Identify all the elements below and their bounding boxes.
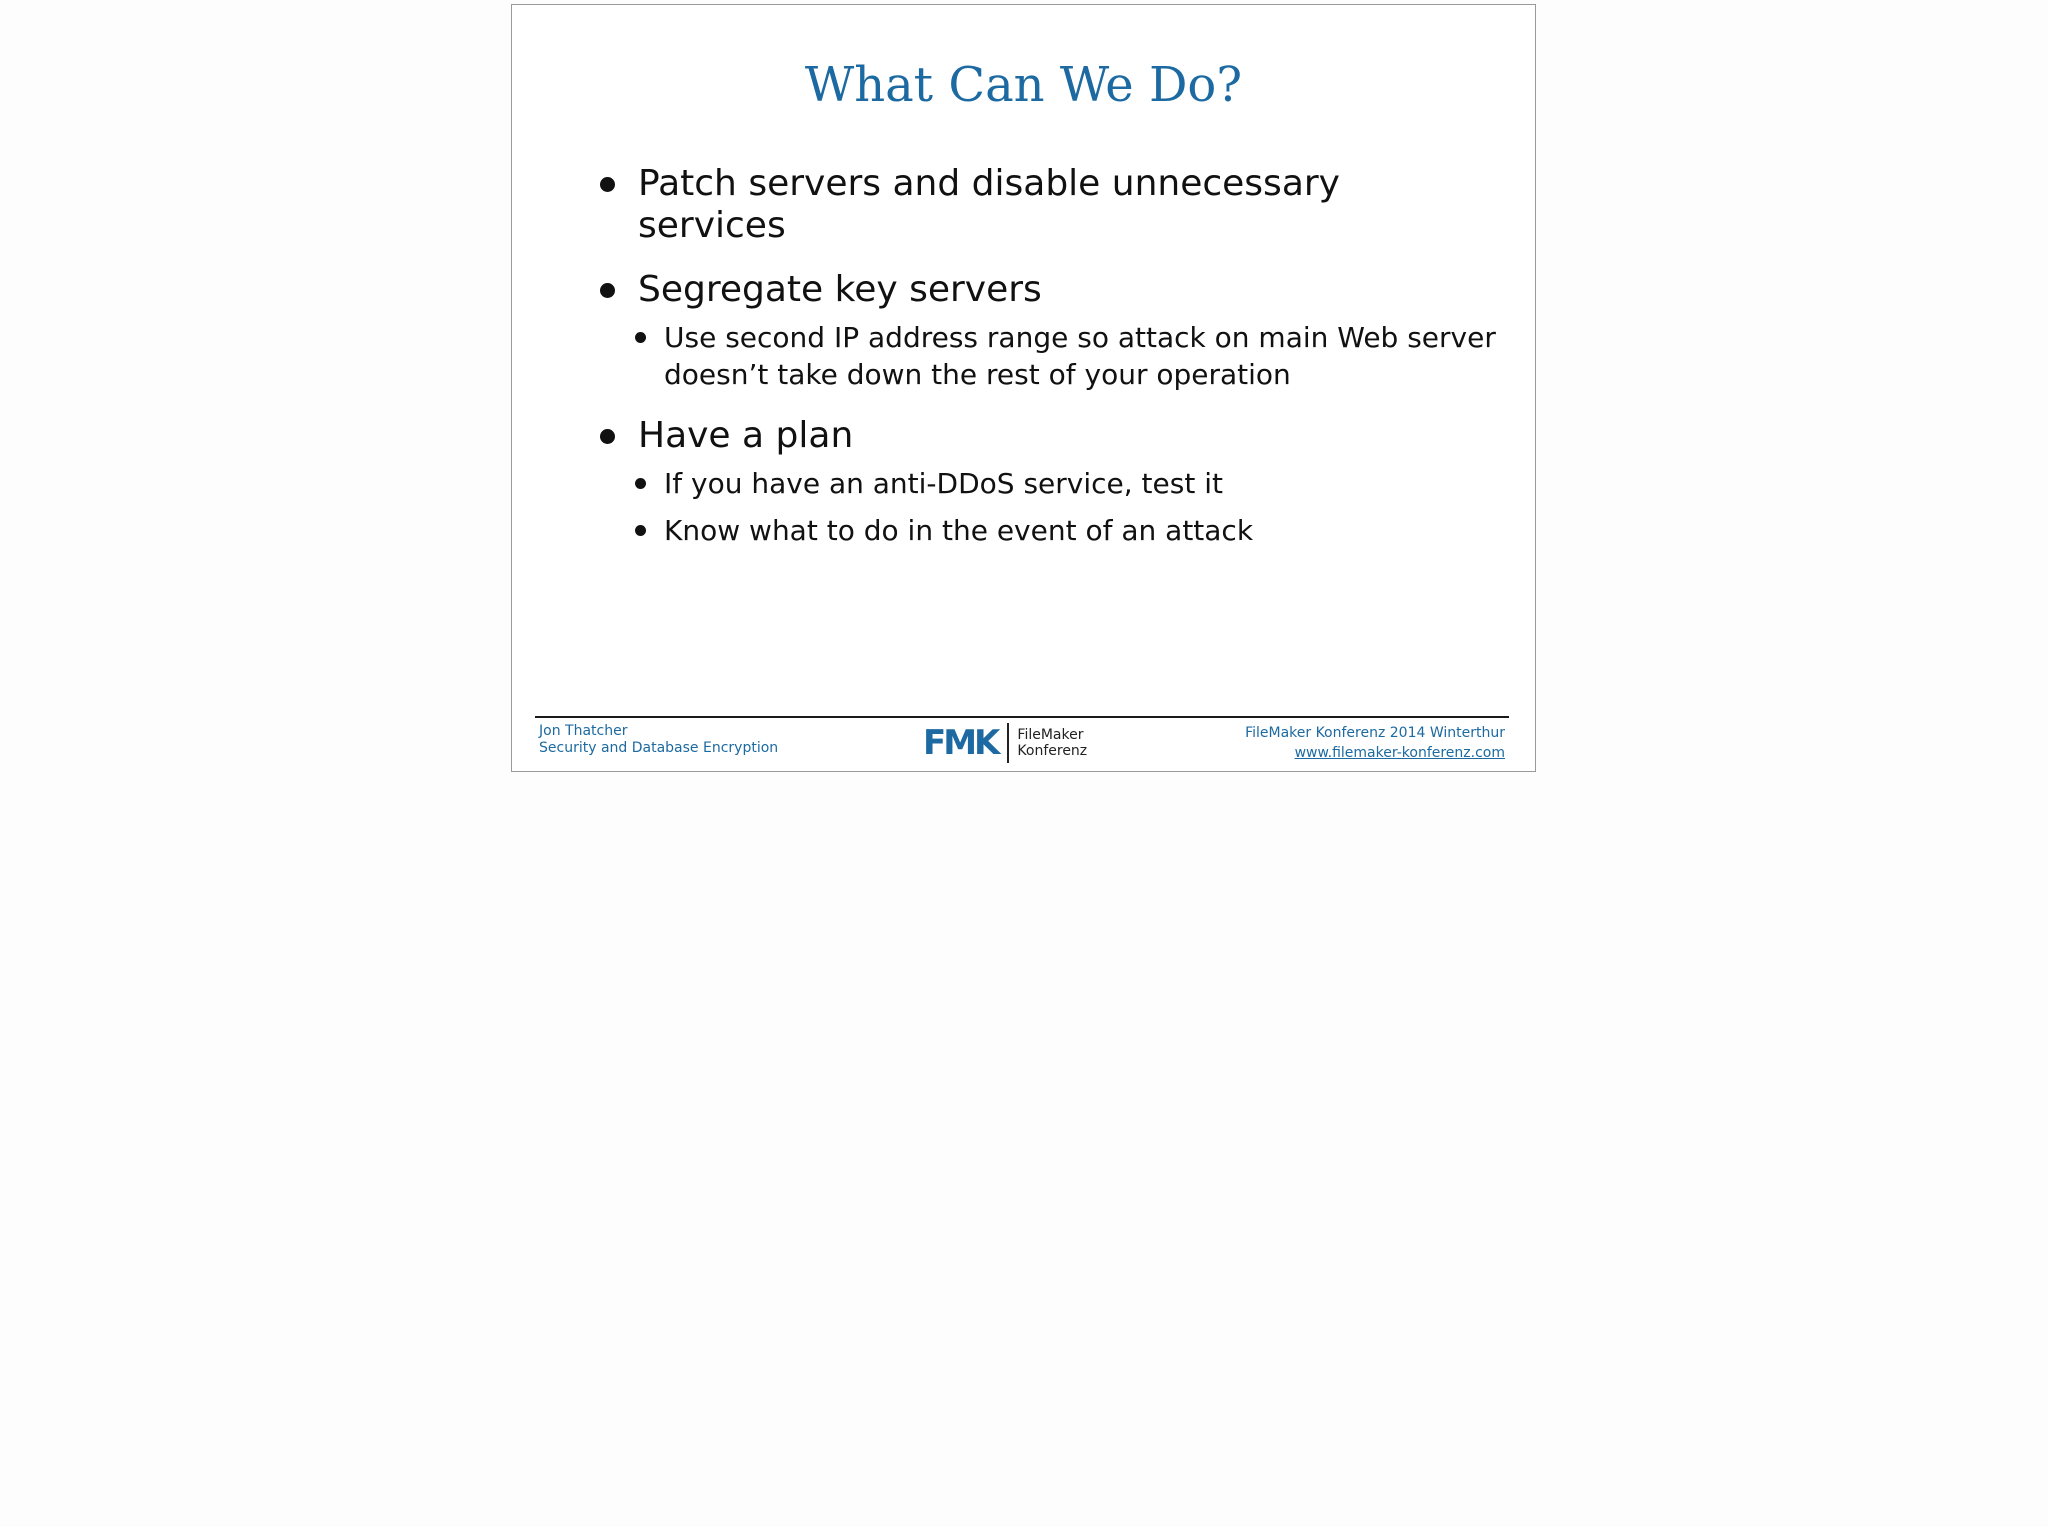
logo-line-1: FileMaker	[1017, 727, 1084, 743]
bullet-item	[598, 163, 1498, 247]
slide	[511, 4, 1536, 772]
footer-author: Jon Thatcher	[539, 723, 628, 739]
bullet-dot-icon	[600, 283, 615, 298]
footer-event: FileMaker Konferenz 2014 Winterthur	[1245, 725, 1505, 741]
logo-divider	[1007, 723, 1009, 763]
sub-bullet-text: Use second IP address range so attack on main Web server doesn’t take down the rest of your operation	[664, 321, 1496, 391]
sub-bullet-item	[598, 465, 1498, 502]
bullet-text: Have a plan	[638, 415, 854, 456]
logo-text	[1017, 727, 1087, 759]
bullet-dot-icon	[600, 177, 615, 192]
logo-line-2: Konferenz	[1017, 743, 1088, 759]
sub-bullet-text: If you have an anti-DDoS service, test it	[664, 467, 1223, 500]
footer-talk-title: Security and Database Encryption	[539, 740, 779, 756]
sub-bullet-item	[598, 319, 1498, 393]
footer-right	[1245, 723, 1505, 763]
slide-title: What Can We Do?	[804, 57, 1243, 113]
footer-divider	[535, 716, 1509, 718]
bullet-dot-icon	[600, 429, 615, 444]
sub-bullet-text: Know what to do in the event of an attack	[664, 514, 1254, 547]
footer-url-link[interactable]: www.filemaker-konferenz.com	[1294, 745, 1505, 761]
footer-left	[539, 723, 778, 757]
bullet-item	[598, 415, 1498, 549]
bullet-text: Segregate key servers	[638, 269, 1042, 310]
sub-bullet-list	[638, 319, 1498, 393]
bullet-list	[598, 163, 1498, 571]
sub-bullet-list	[638, 465, 1498, 549]
sub-bullet-dot-icon	[635, 332, 646, 343]
bullet-text: Patch servers and disable unnecessary services	[638, 163, 1340, 246]
fmk-logo	[923, 722, 1087, 764]
sub-bullet-dot-icon	[635, 525, 646, 536]
bullet-item	[598, 269, 1498, 393]
logo-mark: FMK	[923, 723, 998, 763]
sub-bullet-item	[598, 512, 1498, 549]
sub-bullet-dot-icon	[635, 478, 646, 489]
